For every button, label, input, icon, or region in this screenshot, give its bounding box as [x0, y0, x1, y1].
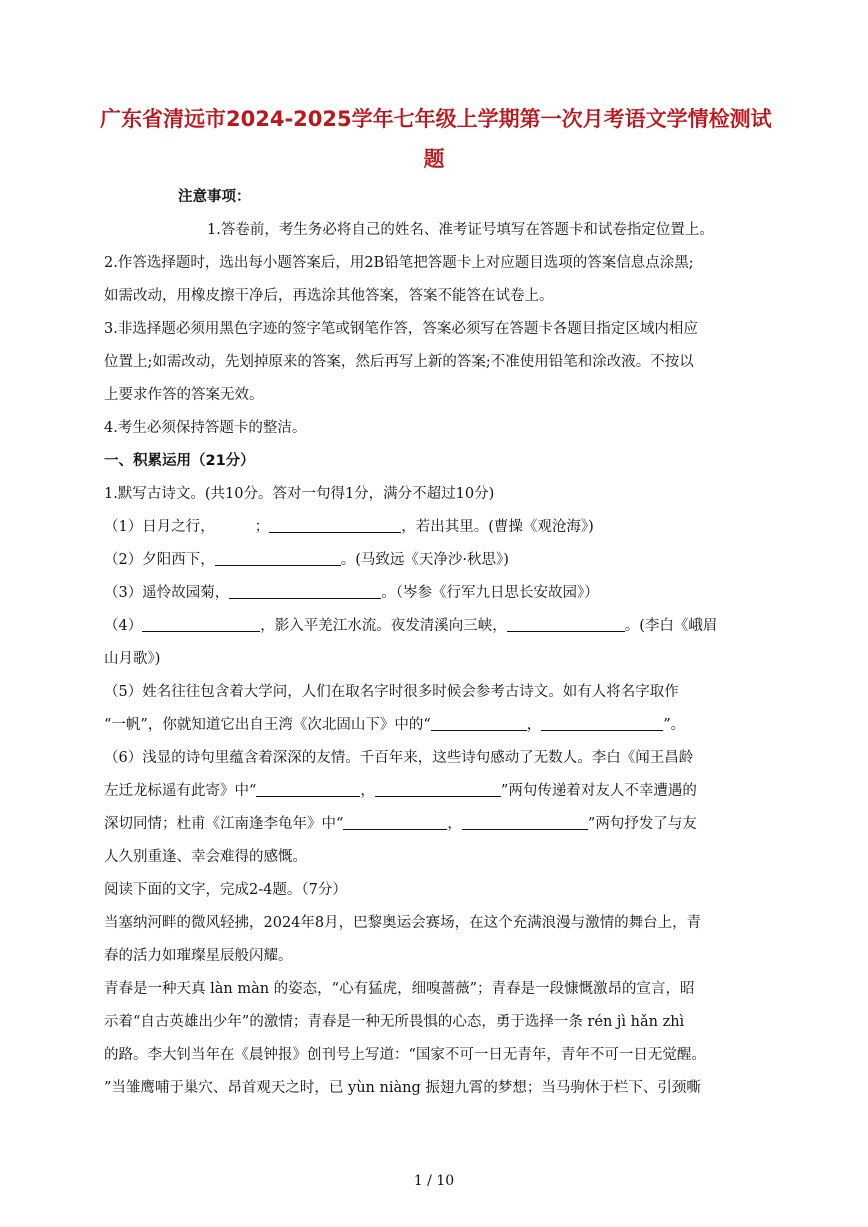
question-1-6-line-4: 人久别重逢、幸会难得的感慨。	[104, 849, 307, 865]
question-1-4-line-1	[104, 616, 717, 636]
q1-4-text-b: ，影入平羌江水流。夜发清溪向三峡，	[260, 618, 507, 634]
q1-3-text-b: 。（岑参《行军九日思长安故园》）	[381, 585, 599, 601]
q1-5-text-c: ，	[526, 717, 542, 733]
q1-5-text-b: “一帆”，你就知道它出自王湾《次北固山下》中的“	[104, 717, 431, 733]
passage-paragraph-2-line-3: 的路。李大钊当年在《晨钟报》创刊号上写道：“国家不可一日无青年，青年不可一日无觉醒。	[104, 1047, 706, 1063]
question-1-6-line-3	[104, 814, 697, 834]
answer-blank[interactable]	[256, 782, 360, 797]
q1-6-text-d: ”两句传递着对友人不幸遭遇的	[500, 783, 697, 799]
passage-paragraph-2-line-1: 青春是一种天真 làn màn 的姿态，“心有猛虎，细嗅蔷薇”；青春是一段慷慨激昂的宣言，昭	[104, 981, 695, 997]
notice-item-3-line-2: 位置上;如需改动，先划掉原来的答案，然后再写上新的答案;不准使用铅笔和涂改液。不按以	[104, 354, 694, 370]
answer-blank[interactable]	[215, 551, 341, 566]
question-1-intro: 1.默写古诗文。(共10分。答对一句得1分，满分不超过10分)	[104, 486, 495, 502]
q1-1-text-c: ，若出其里。(曹操《观沧海》)	[401, 519, 594, 535]
answer-blank[interactable]	[541, 716, 663, 731]
notice-item-1: 1.答卷前，考生务必将自己的姓名、准考证号填写在答题卡和试卷指定位置上。	[207, 222, 714, 238]
q1-6-text-g: ”两句抒发了与友	[587, 816, 697, 832]
q1-6-text-f: ，	[447, 816, 462, 832]
question-1-5-line-1: （5）姓名往往包含着大学问，人们在取名字时很多时候会参考古诗文。如有人将名字取作	[104, 684, 679, 700]
notice-item-3-line-1: 3.非选择题必须用黑色字迹的签字笔或钢笔作答，答案必须写在答题卡各题目指定区域内相应	[104, 321, 698, 337]
notice-item-3-line-3: 上要求作答的答案无效。	[104, 387, 264, 403]
question-1-6-line-1: （6）浅显的诗句里蕴含着深深的友情。千百年来，这些诗句感动了无数人。李白《闻王昌龄	[104, 750, 694, 766]
answer-blank[interactable]	[229, 584, 381, 599]
document-title-line-2: 题	[423, 147, 445, 171]
answer-blank[interactable]	[142, 617, 260, 632]
answer-blank[interactable]	[431, 716, 527, 731]
passage-paragraph-2-line-4: ”当雏鹰哺于巢穴、昂首观天之时，已 yùn niàng 振翅九霄的梦想；当马驹休于栏下、引颈嘶	[104, 1080, 701, 1096]
page-number: 1 / 10	[413, 1173, 455, 1189]
q1-4-text-a: （4）	[104, 618, 143, 634]
question-1-5-line-2	[104, 715, 685, 735]
q1-2-text-a: （2）夕阳西下，	[104, 552, 215, 568]
document-title-line-1: 广东省清远市2024-2025学年七年级上学期第一次月考语文学情检测试	[100, 107, 772, 131]
notice-heading: 注意事项：	[178, 189, 251, 205]
q1-6-text-e: 深切同情；杜甫《江南逢李龟年》中“	[104, 816, 344, 832]
question-1-6-line-2	[104, 781, 697, 801]
answer-blank[interactable]	[507, 617, 625, 632]
passage-paragraph-1-line-2: 春的活力如璀璨星辰般闪耀。	[104, 948, 293, 964]
answer-blank[interactable]	[462, 815, 588, 830]
question-1-2	[104, 550, 509, 570]
q1-1-text-b: ；	[254, 519, 270, 535]
question-1-3	[104, 583, 599, 603]
section-heading-1: 一、积累运用（21分）	[104, 453, 255, 469]
q1-4-text-c: 。(李白《峨眉	[624, 618, 718, 634]
answer-blank[interactable]	[375, 782, 501, 797]
q1-6-text-b: 左迁龙标遥有此寄》中“	[104, 783, 257, 799]
answer-blank[interactable]	[343, 815, 447, 830]
notice-item-2-line-1: 2.作答选择题时，选出每小题答案后，用2B铅笔把答题卡上对应题目选项的答案信息点涂黑;	[104, 255, 694, 271]
notice-item-4: 4.考生必须保持答题卡的整洁。	[104, 420, 307, 436]
question-1-4-line-2: 山月歌》)	[104, 651, 161, 667]
q1-1-text-a: （1）日月之行，	[104, 519, 215, 535]
notice-item-2-line-2: 如需改动，用橡皮擦干净后，再选涂其他答案，答案不能答在试卷上。	[104, 288, 554, 304]
reading-intro: 阅读下面的文字，完成2-4题。（7分）	[104, 882, 347, 898]
question-1-1	[104, 517, 594, 537]
passage-paragraph-2-line-2: 示着“自古英雄出少年”的激情；青春是一种无所畏惧的心态，勇于选择一条 rén jì hǎn zhì	[104, 1014, 685, 1030]
q1-5-text-d: ”。	[663, 717, 686, 733]
q1-3-text-a: （3）遥怜故园菊，	[104, 585, 230, 601]
answer-blank[interactable]	[269, 518, 401, 533]
passage-paragraph-1-line-1: 当塞纳河畔的微风轻拂，2024年8月，巴黎奥运会赛场，在这个充满浪漫与激情的舞台上，青	[104, 915, 702, 931]
q1-6-text-c: ，	[360, 783, 375, 799]
q1-2-text-b: 。(马致远《天净沙·秋思》)	[340, 552, 509, 568]
